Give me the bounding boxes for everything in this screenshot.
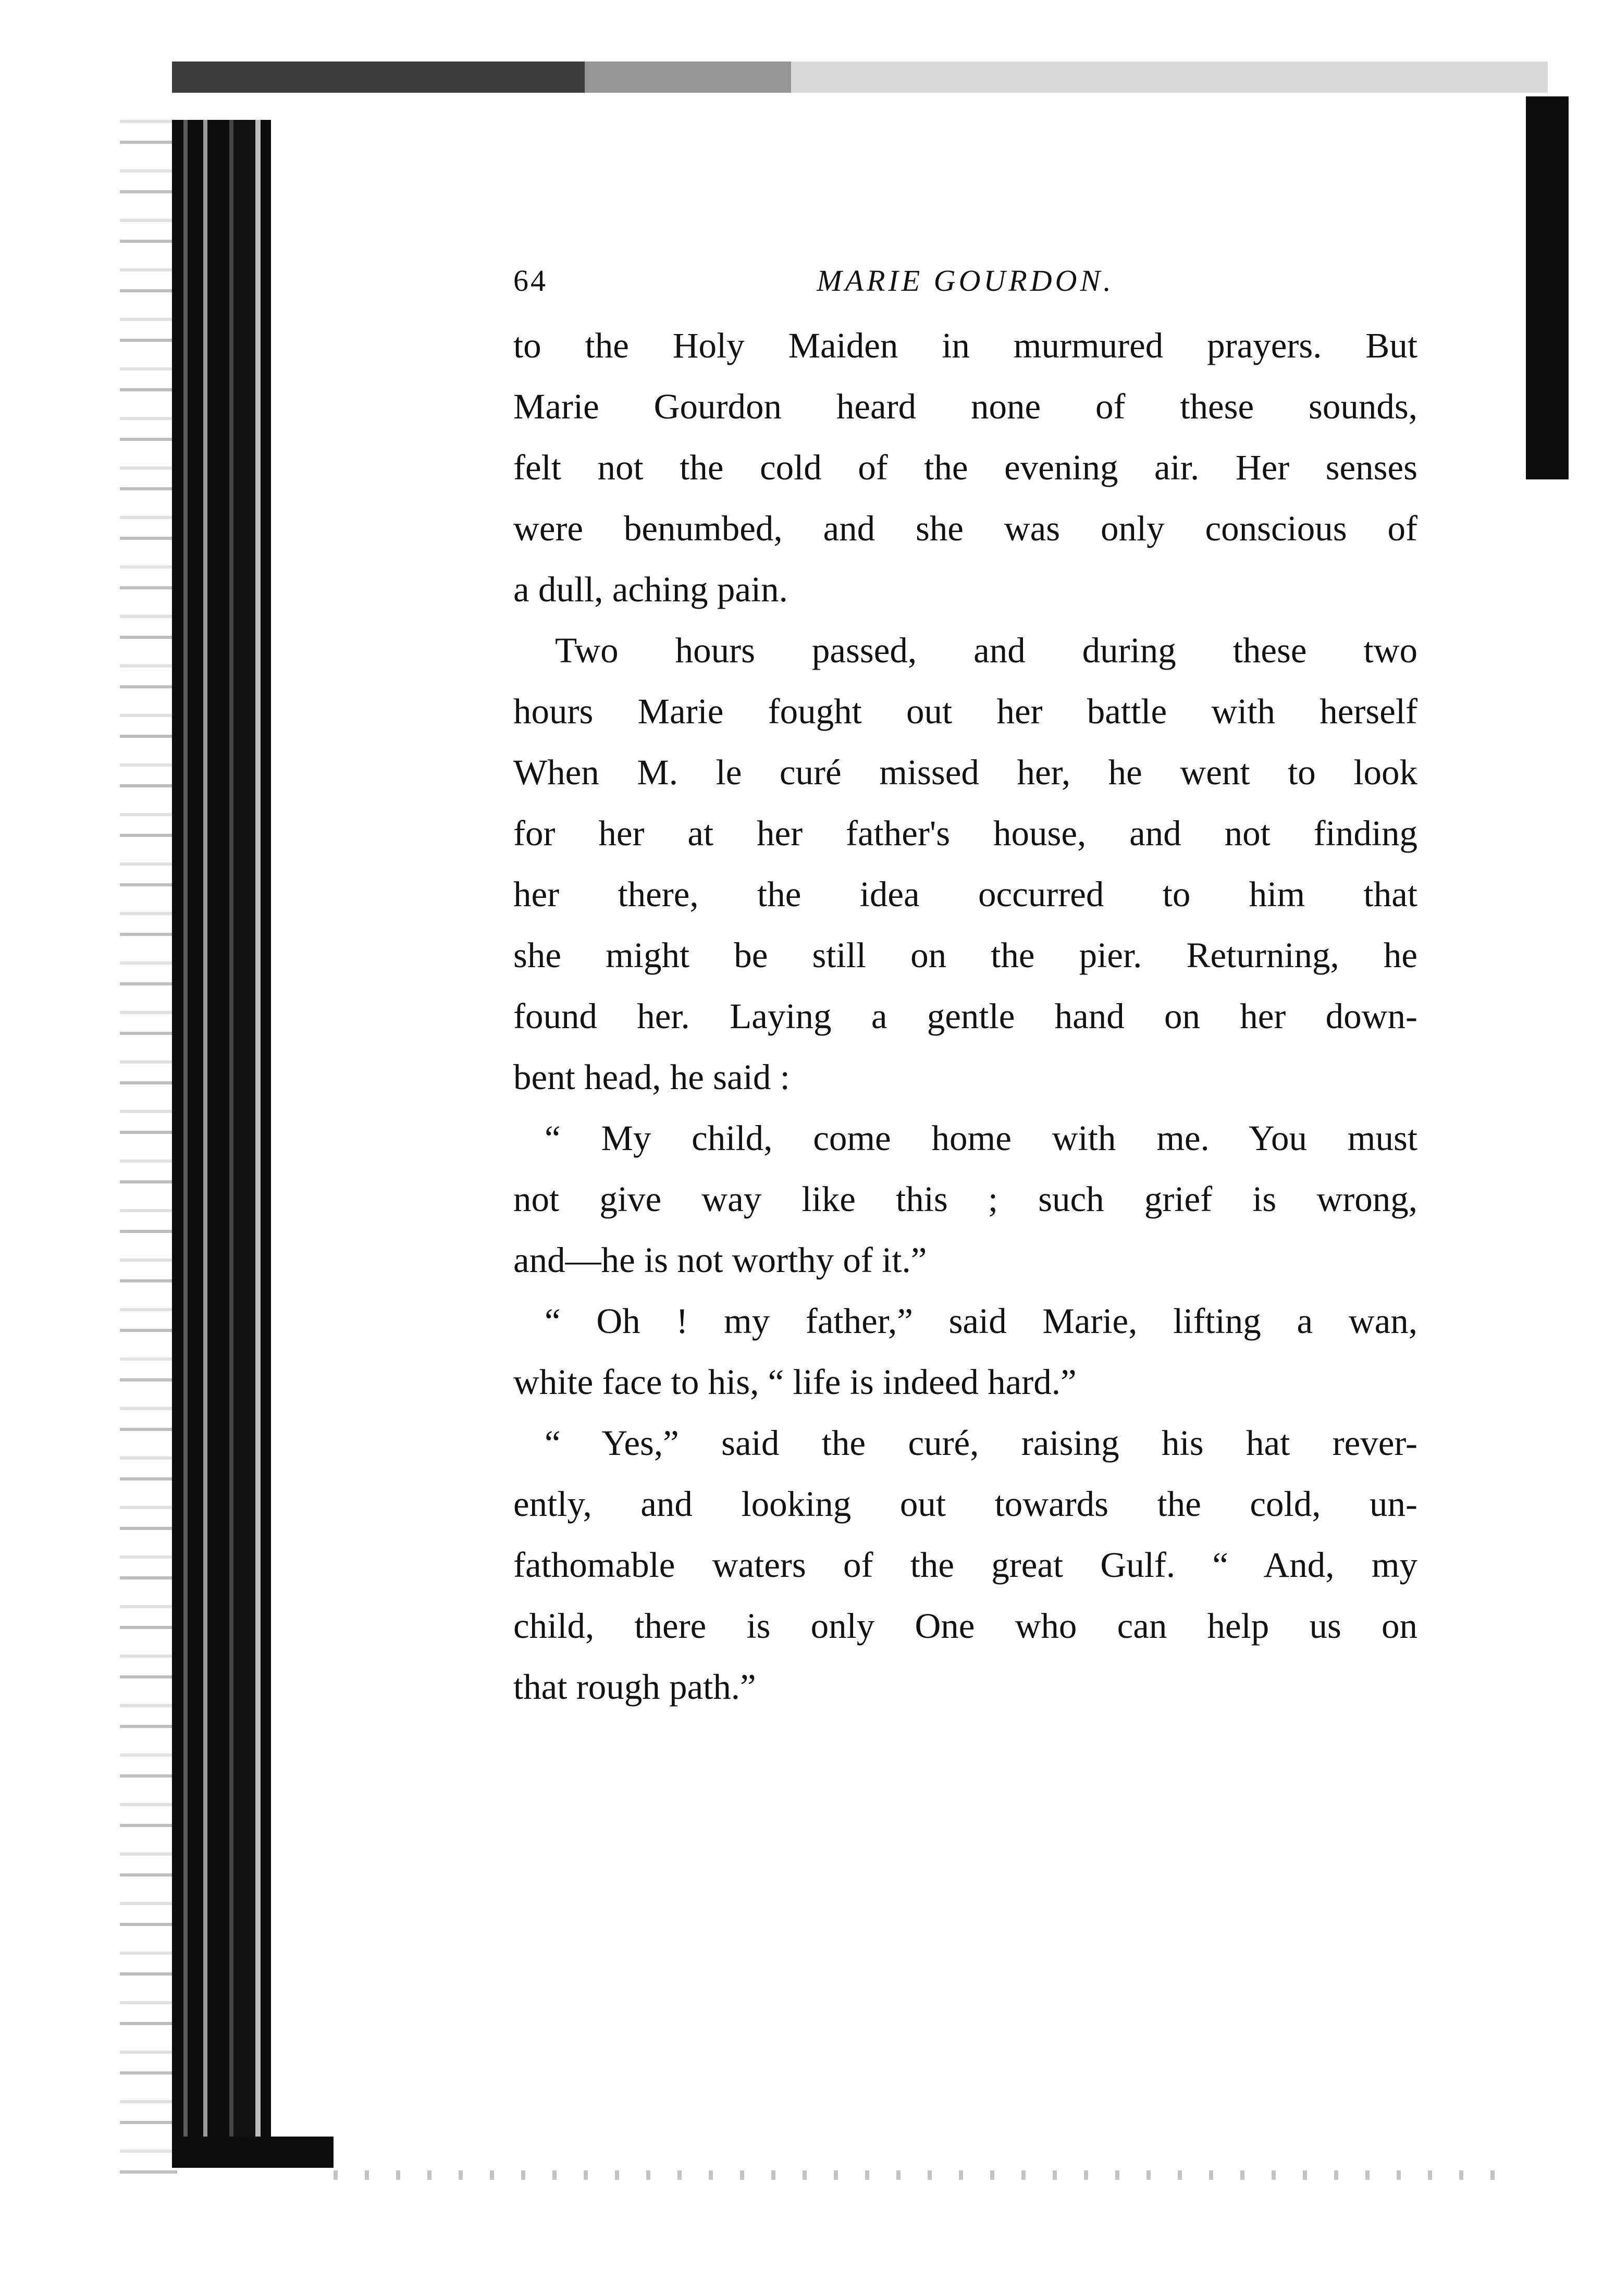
scan-edge-top <box>172 61 1548 93</box>
text-line: and—he is not worthy of it.” <box>513 1240 927 1280</box>
text-line: When M. le curé missed her, he went to look <box>513 752 1417 792</box>
text-line: she might be still on the pier. Returning, he <box>513 935 1417 975</box>
text-line: “ My child, come home with me. You must <box>545 1118 1417 1158</box>
text-line: a dull, aching pain. <box>513 570 788 609</box>
text-line: felt not the cold of the evening air. Her senses <box>513 448 1417 487</box>
running-head <box>513 263 1417 315</box>
scan-edge-bottom <box>334 2170 1511 2180</box>
text-line: “ Oh ! my father,” said Marie, lifting a wan, <box>545 1301 1417 1341</box>
text-line: Two hours passed, and during these two <box>555 631 1417 670</box>
text-line: her there, the idea occurred to him that <box>513 874 1417 914</box>
text-line: hours Marie fought out her battle with herself <box>513 692 1417 731</box>
text-line: white face to his, “ life is indeed hard.” <box>513 1362 1077 1402</box>
paragraph <box>513 1291 1417 1413</box>
running-title: MARIE GOURDON. <box>817 264 1114 298</box>
text-line: to the Holy Maiden in murmured prayers. But <box>513 326 1417 365</box>
text-line: fathomable waters of the great Gulf. “ And, my <box>513 1545 1417 1585</box>
text-line: were benumbed, and she was only conscious of <box>513 509 1417 548</box>
scan-binding-edge-left <box>172 120 271 2168</box>
text-line: for her at her father's house, and not finding <box>513 813 1417 853</box>
text-line: that rough path.” <box>513 1667 756 1707</box>
text-line: ently, and looking out towards the cold, un- <box>513 1484 1417 1524</box>
paragraph <box>513 315 1417 620</box>
text-line: Marie Gourdon heard none of these sounds, <box>513 387 1417 426</box>
text-line: bent head, he said : <box>513 1057 790 1097</box>
scan-binding-base <box>172 2137 334 2168</box>
paragraph <box>513 620 1417 1108</box>
text-line: not give way like this ; such grief is wrong, <box>513 1179 1417 1219</box>
paragraph <box>513 1108 1417 1291</box>
body-text <box>513 315 1417 1718</box>
text-line: “ Yes,” said the curé, raising his hat rever- <box>545 1423 1417 1463</box>
text-line: found her. Laying a gentle hand on her down- <box>513 996 1417 1036</box>
text-line: child, there is only One who can help us on <box>513 1606 1417 1646</box>
paragraph <box>513 1413 1417 1718</box>
scan-edge-right <box>1526 96 1569 479</box>
scan-speckle-left <box>120 120 177 2178</box>
page-number: 64 <box>513 264 548 298</box>
book-page <box>513 263 1417 1718</box>
